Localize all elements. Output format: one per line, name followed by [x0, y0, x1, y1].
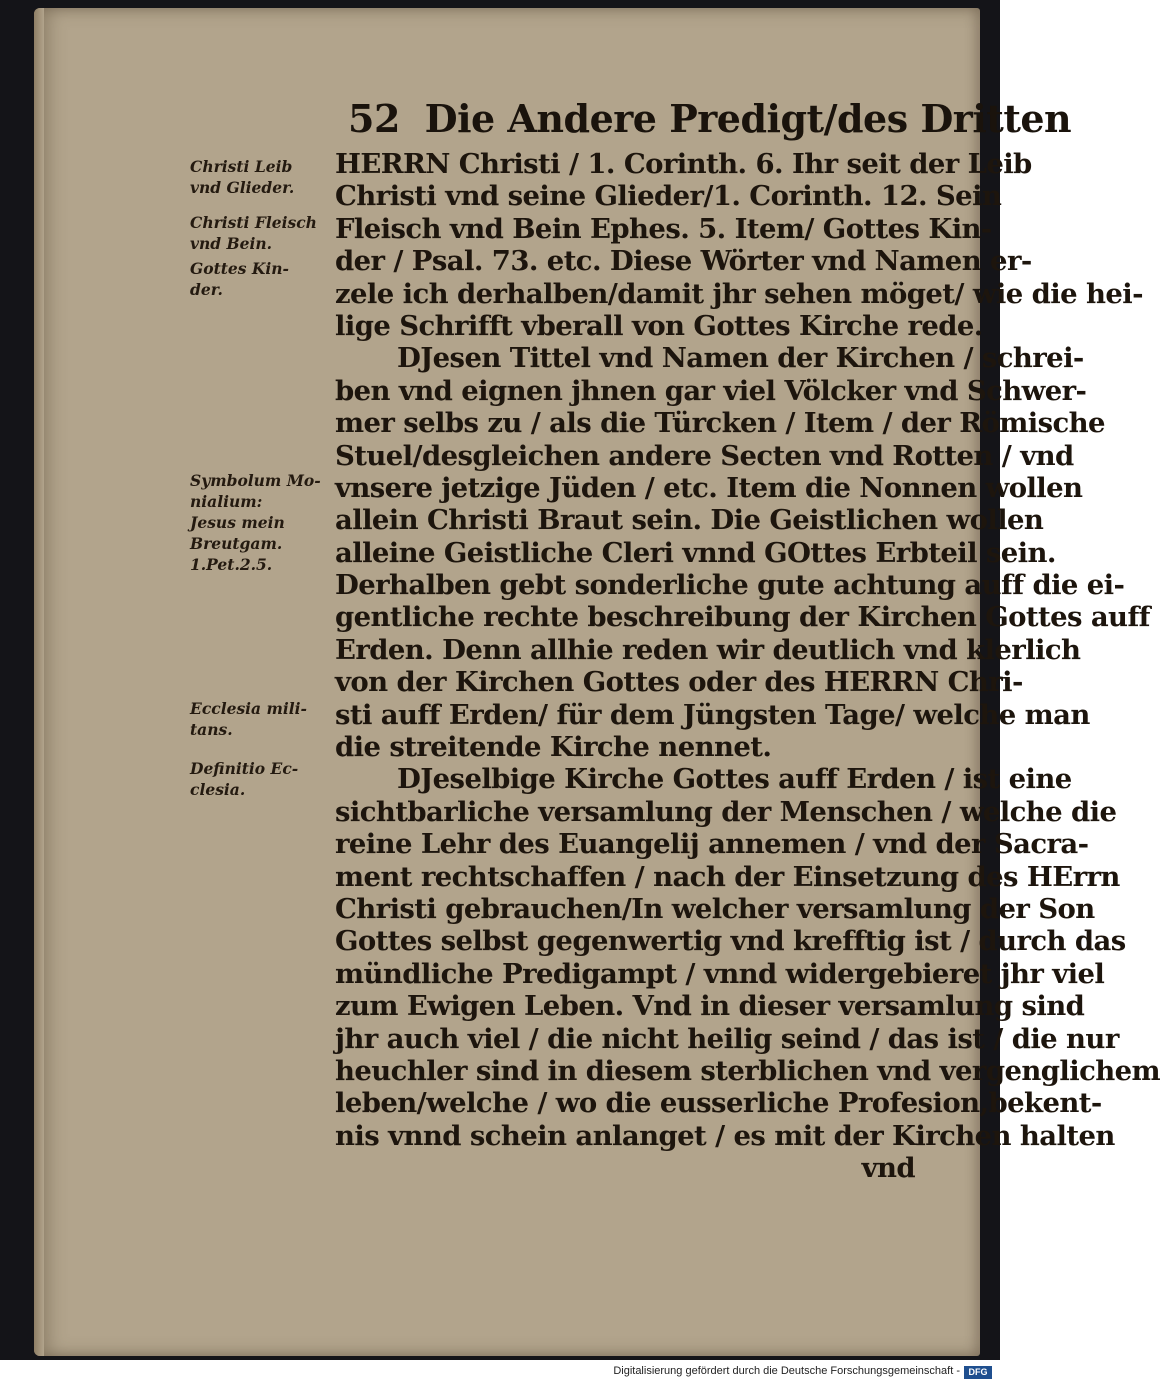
text-line: die streitende Kirche nennet. [335, 731, 772, 764]
paragraph-start-line: DJesen Tittel vnd Namen der Kirchen / schrei- [397, 342, 1084, 375]
page-number: 52 [348, 96, 400, 141]
margin-note-ecclesia-militans [190, 698, 330, 740]
text-line: Erden. Denn allhie reden wir deutlich vnd klerlich [335, 633, 1081, 666]
margin-note-line: vnd Glieder. [190, 178, 295, 197]
running-head-title: Die Andere Predigt/des Dritten [424, 96, 1072, 141]
margin-note-line: vnd Bein. [190, 234, 273, 253]
margin-note-leib [190, 156, 330, 198]
text-line: der / Psal. 73. etc. Diese Wörter vnd Namen er- [335, 245, 1032, 278]
text-line: von der Kirchen Gottes oder des HERRN Chri- [335, 666, 1023, 699]
margin-note-line: Ecclesia mili- [190, 699, 307, 718]
paragraph-start-line: DJeselbige Kirche Gottes auff Erden / ist eine [397, 763, 1072, 796]
text-line: Christi gebrauchen/In welcher versamlung der Son [335, 892, 1095, 925]
text-line: reine Lehr des Euangelij annemen / vnd der Sacra- [335, 828, 1089, 861]
text-line: heuchler sind in diesem sterblichen vnd vergenglichem [335, 1054, 1160, 1087]
margin-note-kinder [190, 258, 330, 300]
funding-notice: Digitalisierung gefördert durch die Deutsche Forschungsgemeinschaft - [613, 1365, 960, 1377]
margin-note-line: tans. [190, 720, 233, 739]
text-line: mündliche Predigampt / vnnd widergebieret jhr viel [335, 957, 1105, 990]
text-line: jhr auch viel / die nicht heilig seind / das ist / die nur [335, 1022, 1119, 1055]
margin-note-symbolum [190, 470, 330, 575]
text-line: zele ich derhalben/damit jhr sehen möget/ wie die hei- [335, 277, 1143, 310]
page-gutter-edge [34, 8, 44, 1356]
text-line: vnsere jetzige Jüden / etc. Item die Nonnen wollen [335, 471, 1083, 504]
text-line: Stuel/desgleichen andere Secten vnd Rotten / vnd [335, 439, 1074, 472]
text-line: gentliche rechte beschreibung der Kirchen Gottes auff [335, 601, 1150, 634]
margin-note-line: nialium: [190, 492, 263, 511]
margin-note-line: clesia. [190, 780, 246, 799]
text-line: alleine Geistliche Cleri vnnd GOttes Erbteil sein. [335, 536, 1056, 569]
text-line: nis vnnd schein anlanget / es mit der Kirchen halten [335, 1119, 1115, 1152]
running-header [348, 96, 1072, 141]
text-line: ben vnd eignen jhnen gar viel Völcker vnd Schwer- [335, 374, 1087, 407]
footer-bar [0, 1362, 1000, 1383]
margin-note-line: Breutgam. [190, 534, 283, 553]
text-line: sti auff Erden/ für dem Jüngsten Tage/ welche man [335, 698, 1090, 731]
margin-note-definitio [190, 758, 330, 800]
margin-note-line: Christi Fleisch [190, 213, 317, 232]
margin-note-fleisch [190, 212, 330, 254]
text-line: Gottes selbst gegenwertig vnd krefftig ist / durch das [335, 925, 1126, 958]
text-line: ment rechtschaffen / nach der Einsetzung des HErrn [335, 860, 1120, 893]
text-line: lige Schrifft vberall von Gottes Kirche rede. [335, 309, 983, 342]
dfg-logo: DFG [964, 1366, 992, 1379]
text-line: sichtbarliche versamlung der Menschen / welche die [335, 795, 1117, 828]
text-line: Christi vnd seine Glieder/1. Corinth. 12. Sein [335, 180, 1002, 213]
text-line: leben/welche / wo die eusserliche Profesion,bekent- [335, 1087, 1102, 1120]
main-text-block [335, 148, 1160, 1185]
margin-note-line: Symbolum Mo- [190, 471, 321, 490]
margin-note-line: 1.Pet.2.5. [190, 555, 273, 574]
margin-note-line: Jesus mein [190, 513, 285, 532]
text-line: zum Ewigen Leben. Vnd in dieser versamlung sind [335, 990, 1085, 1023]
text-line: Fleisch vnd Bein Ephes. 5. Item/ Gottes Kin- [335, 212, 992, 245]
text-line: Derhalben gebt sonderliche gute achtung auff die ei- [335, 569, 1125, 602]
catchword: vnd [861, 1152, 915, 1185]
text-line: HERRN Christi / 1. Corinth. 6. Ihr seit der Leib [335, 148, 1032, 180]
margin-note-line: der. [190, 280, 223, 299]
margin-note-line: Definitio Ec- [190, 759, 299, 778]
margin-note-line: Christi Leib [190, 157, 293, 176]
margin-note-line: Gottes Kin- [190, 259, 289, 278]
text-line: allein Christi Braut sein. Die Geistlichen wollen [335, 504, 1044, 537]
text-line: mer selbs zu / als die Türcken / Item / der Römische [335, 407, 1105, 440]
